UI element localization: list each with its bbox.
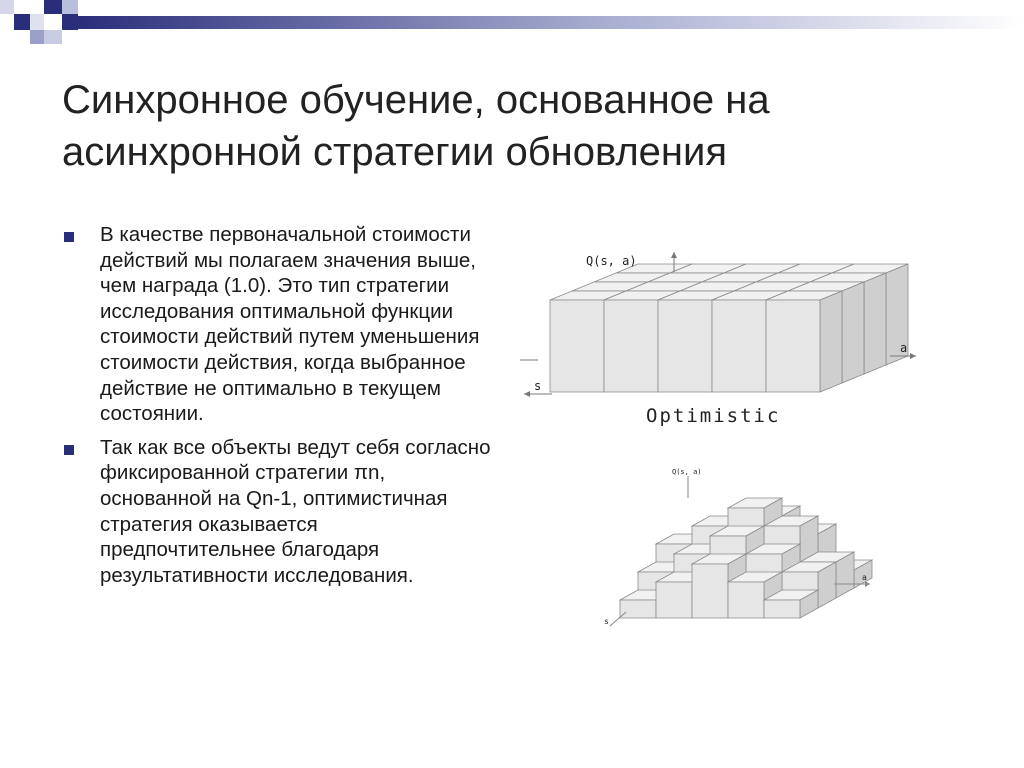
- square-bullet-icon: [64, 232, 74, 242]
- bullet-text: Так как все объекты ведут себя согласно фиксированной стратегии πn, основанной на Qn-1, оптимистичная стратегия оказывается предпочтительнее благодаря результативности исследования.: [100, 435, 491, 587]
- axis-a-label: a: [862, 573, 867, 582]
- axis-s-arrow: [610, 612, 626, 626]
- bullet-text: В качестве первоначальной стоимости действий мы полагаем значения выше, чем награда (1.0). Это тип стратегии исследования оптимальной функции стоимости действий путем уменьшения стоимости действия, когда выбранное действие не оптимально в текущем состоянии.: [100, 223, 480, 426]
- slide-title: [62, 74, 962, 178]
- bullet-item: [62, 222, 494, 427]
- optimistic-q-diagram: [512, 244, 920, 432]
- bullet-list: [62, 222, 494, 596]
- axis-q-label: Q(s, a): [672, 468, 702, 476]
- q-block: [766, 291, 842, 392]
- axis-a-label: a: [900, 341, 908, 355]
- bullet-item: [62, 435, 494, 589]
- axis-s-label: s: [534, 379, 542, 393]
- slide-title-line-1: Синхронное обучение, основанное на: [62, 78, 770, 122]
- q-value-steps: [620, 498, 872, 618]
- header-decoration: [0, 0, 1024, 56]
- axis-q-label: Q(s, a): [586, 254, 637, 268]
- figure-caption: Optimistic: [646, 405, 781, 427]
- stepped-q-diagram: [596, 462, 886, 634]
- square-bullet-icon: [64, 445, 74, 455]
- q-value-blocks: [550, 264, 908, 392]
- slide-title-line-2: асинхронной стратегии обновления: [62, 130, 727, 174]
- axis-s-label: s: [604, 617, 609, 626]
